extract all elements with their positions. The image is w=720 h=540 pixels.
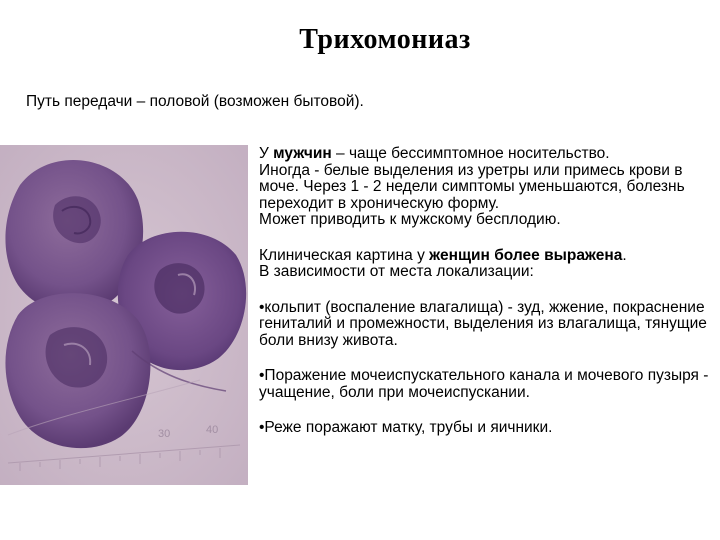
women-localization: В зависимости от места локализации: bbox=[259, 263, 534, 280]
women-bold1: женщин bbox=[429, 246, 490, 264]
bullet-item: •кольпит (воспаление влагалища) - зуд, жжение, покраснение гениталий и промежности, выделения из влагалища, тянущие боли внизу живота. bbox=[259, 298, 707, 349]
men-paragraph bbox=[259, 146, 719, 212]
content-text bbox=[259, 146, 719, 437]
page-title: Трихомониаз bbox=[299, 24, 471, 55]
bullet-item: •Поражение мочеиспускательного канала и мочевого пузыря - учащение, боли при мочеиспускании. bbox=[259, 367, 709, 401]
men-infertility: Может приводить к мужскому бесплодию. bbox=[259, 211, 561, 228]
women-bold2: более выражена bbox=[494, 246, 623, 264]
women-dot: . bbox=[622, 246, 627, 264]
women-paragraph bbox=[259, 248, 719, 265]
women-prefix: Клиническая картина у bbox=[259, 246, 430, 264]
men-bold: мужчин bbox=[273, 145, 332, 162]
men-prefix: У bbox=[259, 145, 274, 162]
men-rest: Иногда - белые выделения из уретры или примесь крови в моче. Через 1 - 2 недели симптомы уменьшаются, болезнь переходит в хроническую форму. bbox=[259, 161, 685, 212]
transmission-route: Путь передачи – половой (возможен бытовой). bbox=[26, 93, 364, 110]
men-line1-rest: – чаще бессимптомное носительство. bbox=[331, 145, 610, 162]
scale-number: 40 bbox=[206, 424, 219, 436]
micrograph-image bbox=[0, 145, 248, 485]
bullet-item: •Реже поражают матку, трубы и яичники. bbox=[259, 419, 553, 436]
scale-number: 30 bbox=[158, 428, 171, 440]
